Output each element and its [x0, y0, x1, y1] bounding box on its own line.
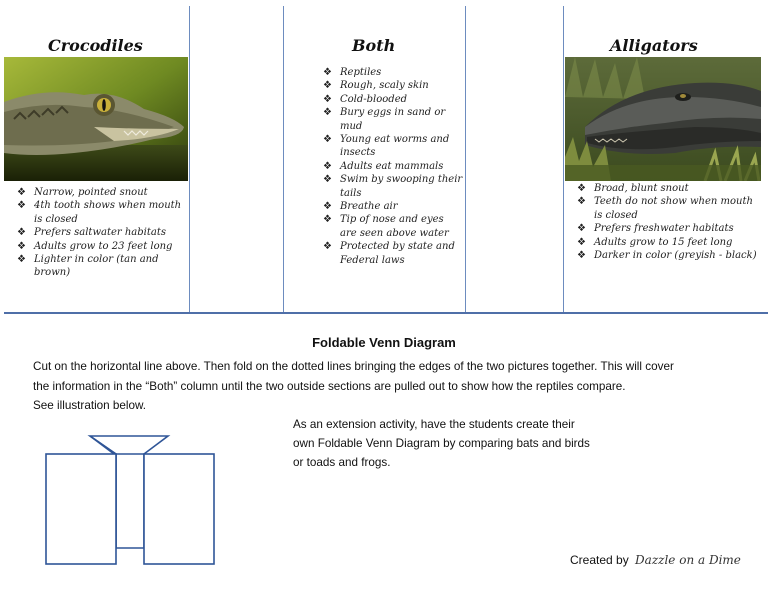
list-item: ❖ Narrow, pointed snout: [17, 186, 187, 199]
crocodile-facts: [17, 186, 187, 280]
instruction-line: See illustration below.: [33, 399, 147, 412]
instruction-line: the information in the “Both” column until the two outside sections are pulled out to show how the reptiles compare.: [33, 379, 626, 393]
signature: Dazzle on a Dime: [635, 553, 741, 567]
instructions: [33, 357, 763, 416]
fold-line-4: [563, 6, 564, 312]
crocodiles-title: Crocodiles: [48, 36, 143, 55]
both-title: Both: [352, 36, 396, 55]
fold-line-1: [189, 6, 190, 312]
cut-line: [4, 312, 768, 314]
list-item: ❖ Cold-blooded: [323, 93, 463, 106]
list-item: ❖ Protected by state and Federal laws: [323, 240, 463, 267]
list-item: ❖ Adults grow to 23 feet long: [17, 240, 187, 253]
fold-illustration: [44, 434, 216, 566]
list-item: ❖ Adults grow to 15 feet long: [577, 236, 762, 249]
list-item: ❖ Tip of nose and eyes are seen above water: [323, 213, 463, 240]
list-item: ❖ Lighter in color (tan and brown): [17, 253, 187, 280]
extension-activity: [293, 415, 590, 472]
list-item: ❖ Bury eggs in sand or mud: [323, 106, 463, 133]
alligators-title: Alligators: [610, 36, 698, 55]
fold-line-2: [283, 6, 284, 312]
list-item: ❖ Prefers saltwater habitats: [17, 226, 187, 239]
extension-line: or toads and frogs.: [293, 456, 391, 469]
list-item: ❖ Teeth do not show when mouth is closed: [577, 195, 762, 222]
list-item: ❖ Rough, scaly skin: [323, 79, 463, 92]
list-item: ❖ 4th tooth shows when mouth is closed: [17, 199, 187, 226]
list-item: ❖ Prefers freshwater habitats: [577, 222, 762, 235]
list-item: ❖ Darker in color (greyish - black): [577, 249, 762, 262]
document-title: Foldable Venn Diagram: [312, 335, 456, 350]
instruction-line: Cut on the horizontal line above. Then fold on the dotted lines bringing the edges of the two pictures together. This will cover: [33, 360, 674, 373]
list-item: ❖ Swim by swooping their tails: [323, 173, 463, 200]
extension-line: As an extension activity, have the students create their: [293, 418, 575, 431]
alligator-facts: [577, 182, 762, 262]
both-facts: [323, 66, 463, 267]
list-item: ❖ Adults eat mammals: [323, 160, 463, 173]
alligator-photo: [565, 57, 761, 181]
credit-label: Created by: [570, 553, 629, 567]
credit: [570, 553, 741, 567]
list-item: ❖ Reptiles: [323, 66, 463, 79]
crocodile-photo: [4, 57, 188, 181]
list-item: ❖ Breathe air: [323, 200, 463, 213]
extension-line: own Foldable Venn Diagram by comparing bats and birds: [293, 437, 590, 450]
list-item: ❖ Young eat worms and insects: [323, 133, 463, 160]
fold-line-3: [465, 6, 466, 312]
list-item: ❖ Broad, blunt snout: [577, 182, 762, 195]
